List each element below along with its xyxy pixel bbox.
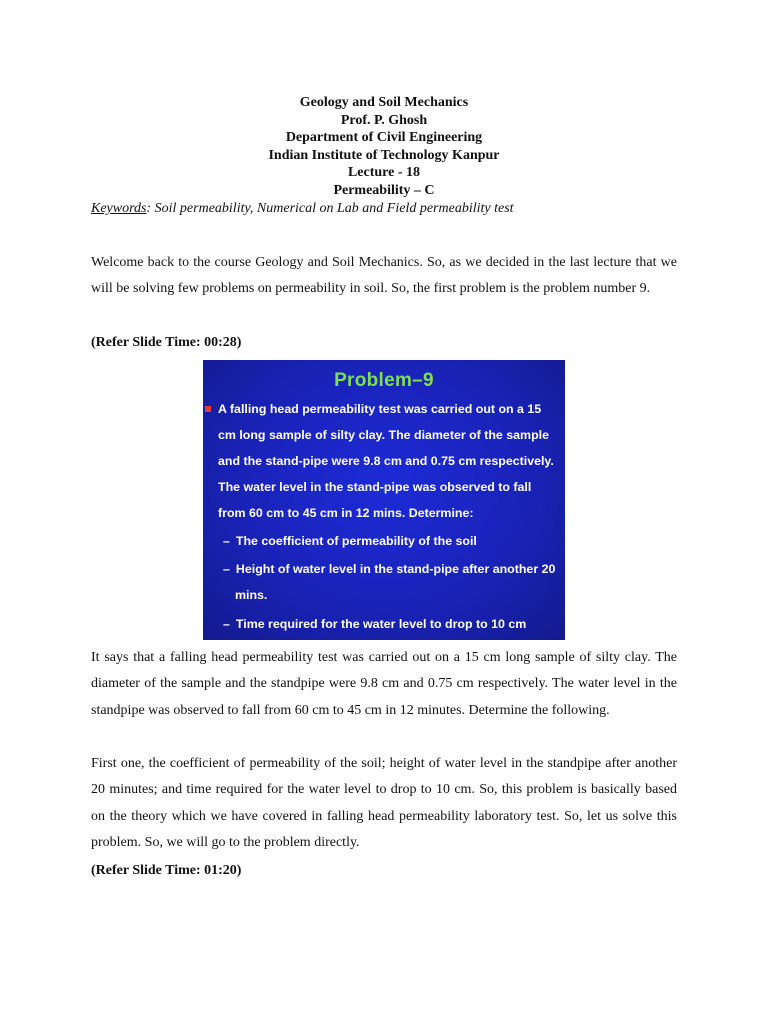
slide-text-line: from 60 cm to 45 cm in 12 mins. Determine:	[218, 506, 474, 520]
slide-subitem-text: The coefficient of permeability of the soil	[235, 534, 477, 548]
slide-text-line: cm long sample of silty clay. The diameter of the sample	[218, 428, 549, 442]
dash-bullet: –	[223, 562, 230, 576]
department-name: Department of Civil Engineering	[285, 130, 483, 145]
institute-name: Indian Institute of Technology Kanpur	[268, 147, 500, 163]
slide-subitem-continuation: mins.	[235, 588, 268, 602]
keywords-text: : Soil permeability, Numerical on Lab and Field permeability test	[146, 201, 514, 216]
refer-slide-time-2: (Refer Slide Time: 01:20)	[91, 863, 242, 878]
intro-paragraph: Welcome back to the course Geology and Soil Mechanics. So, as we decided in the last lecture that we will be solving few problems on permeability in soil. So, the first problem is the problem number 9.	[91, 255, 677, 297]
keywords-line	[91, 201, 691, 217]
dash-bullet: –	[223, 617, 230, 631]
course-title: Geology and Soil Mechanics	[299, 95, 469, 110]
document-header	[0, 94, 768, 199]
slide-subitem	[223, 617, 526, 631]
refer-slide-time-1: (Refer Slide Time: 00:28)	[91, 335, 242, 350]
keywords-label: Keywords	[91, 201, 147, 216]
slide-subitem	[223, 562, 555, 576]
lecture-topic: Permeability – C	[333, 182, 435, 198]
slide-text-line: The water level in the stand-pipe was observed to fall	[218, 480, 532, 494]
professor-name: Prof. P. Ghosh	[340, 112, 428, 128]
explanation-paragraph: First one, the coefficient of permeability of the soil; height of water level in the standpipe after another 20 minutes; and time required for the water level to drop to 10 cm. So, this problem is basically based on the theory which we have covered in falling head permeability laboratory test. So, let us solve this problem. So, we will go to the problem directly.	[91, 756, 677, 851]
lecture-number: Lecture - 18	[347, 165, 421, 180]
bullet-icon	[205, 406, 211, 412]
slide-text-line: A falling head permeability test was carried out on a 15	[218, 402, 542, 416]
slide-title: Problem–9	[334, 370, 434, 391]
dash-bullet: –	[223, 534, 230, 548]
slide-image	[203, 360, 565, 640]
problem-paragraph: It says that a falling head permeability test was carried out on a 15 cm long sample of silty clay. The diameter of the sample and the standpipe were 9.8 cm and 0.75 cm respectively. The water level in the standpipe was observed to fall from 60 cm to 45 cm in 12 minutes. Determine the following.	[91, 650, 677, 718]
slide-text-line: and the stand-pipe were 9.8 cm and 0.75 cm respectively.	[218, 454, 554, 468]
slide-subitem	[223, 534, 477, 548]
slide-subitem-text: Height of water level in the stand-pipe after another 20	[235, 562, 556, 576]
slide-subitem-text: Time required for the water level to drop to 10 cm	[235, 617, 527, 631]
